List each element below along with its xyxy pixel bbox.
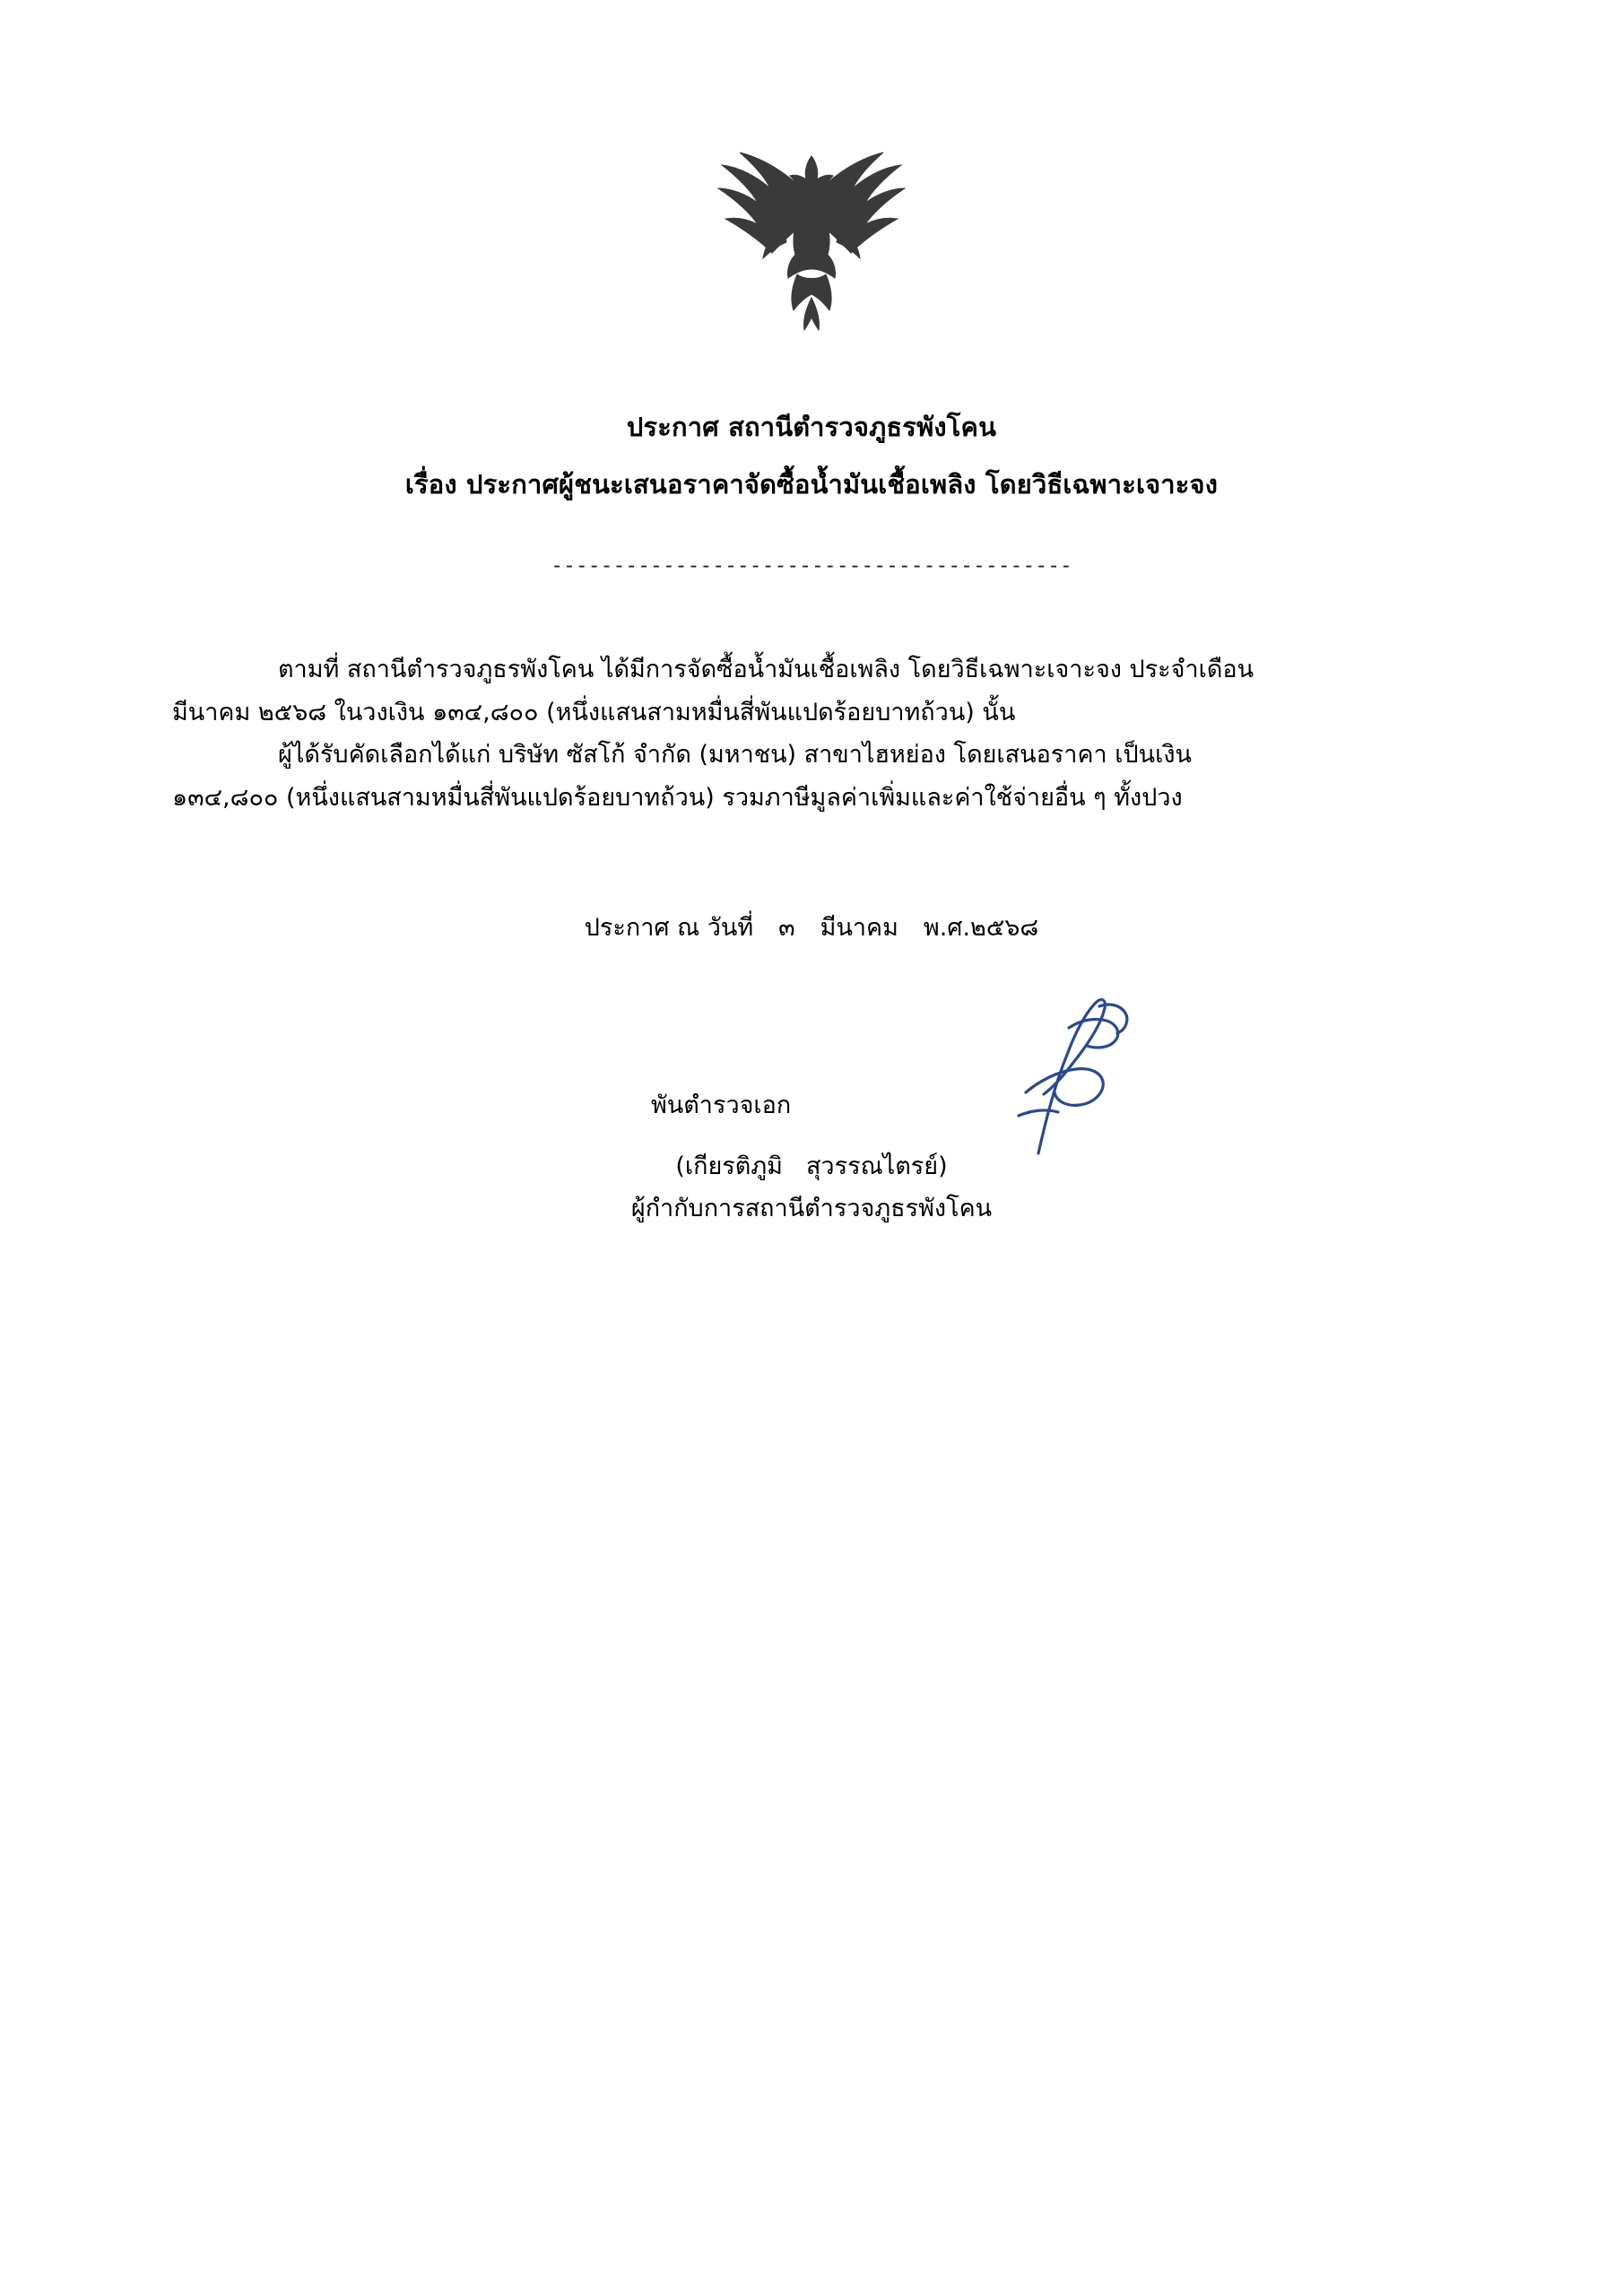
heading-divider: ------------------------------------------ bbox=[551, 554, 1072, 578]
paragraph-2-line-1: ผู้ได้รับคัดเลือกได้แก่ บริษัท ซัสโก้ จำกัด (มหาชน) สาขาไฮหย่อง โดยเสนอราคา เป็นเงิน bbox=[278, 741, 1192, 770]
paragraph-1-line-1: ตามที่ สถานีตำรวจภูธรพังโคน ได้มีการจัดซื้อน้ำมันเชื้อเพลิง โดยวิธีเฉพาะเจาะจง ประจำเดือน bbox=[278, 656, 1254, 683]
paragraph-1-cont bbox=[172, 693, 1454, 733]
paragraph-2 bbox=[172, 735, 1454, 775]
page-subtitle: เรื่อง ประกาศผู้ชนะเสนอราคาจัดซื้อน้ำมันเชื้อเพลิง โดยวิธีเฉพาะเจาะจง bbox=[404, 468, 1219, 500]
date-day: ๓ bbox=[778, 914, 795, 942]
emblem-container bbox=[0, 135, 1623, 350]
paragraph-2-line-2: ๑๓๔,๘๐๐ (หนึ่งแสนสามหมื่นสี่พันแปดร้อยบาทถ้วน) รวมภาษีมูลค่าเพิ่มและค่าใช้จ่ายอื่น ๆ ทั้งปวง bbox=[172, 784, 1183, 813]
announcement-date-line bbox=[0, 908, 1623, 946]
paragraph-1 bbox=[172, 650, 1454, 690]
signer-position: ผู้กำกับการสถานีตำรวจภูธรพังโคน bbox=[630, 1195, 993, 1222]
date-year: พ.ศ.๒๕๖๘ bbox=[923, 914, 1039, 942]
handwritten-signature bbox=[933, 978, 1166, 1175]
paragraph-1-line-2: มีนาคม ๒๕๖๘ ในวงเงิน ๑๓๔,๘๐๐ (หนึ่งแสนสามหมื่นสี่พันแปดร้อยบาทถ้วน) นั้น bbox=[172, 698, 1016, 726]
signer-name bbox=[0, 1146, 1623, 1185]
date-prefix: ประกาศ ณ วันที่ bbox=[584, 914, 754, 942]
page-title: ประกาศ สถานีตำรวจภูธรพังโคน bbox=[626, 412, 997, 442]
signer-surname: สุวรรณไตรย์) bbox=[805, 1152, 948, 1180]
paragraph-2-cont bbox=[172, 778, 1454, 818]
document-body bbox=[172, 650, 1454, 822]
garuda-emblem-icon bbox=[713, 135, 910, 350]
signer-rank: พันตำรวจเอก bbox=[651, 1091, 792, 1119]
signer-given-name: (เกียรติภูมิ bbox=[675, 1152, 783, 1180]
date-month: มีนาคม bbox=[820, 914, 898, 942]
document-heading bbox=[0, 408, 1623, 578]
